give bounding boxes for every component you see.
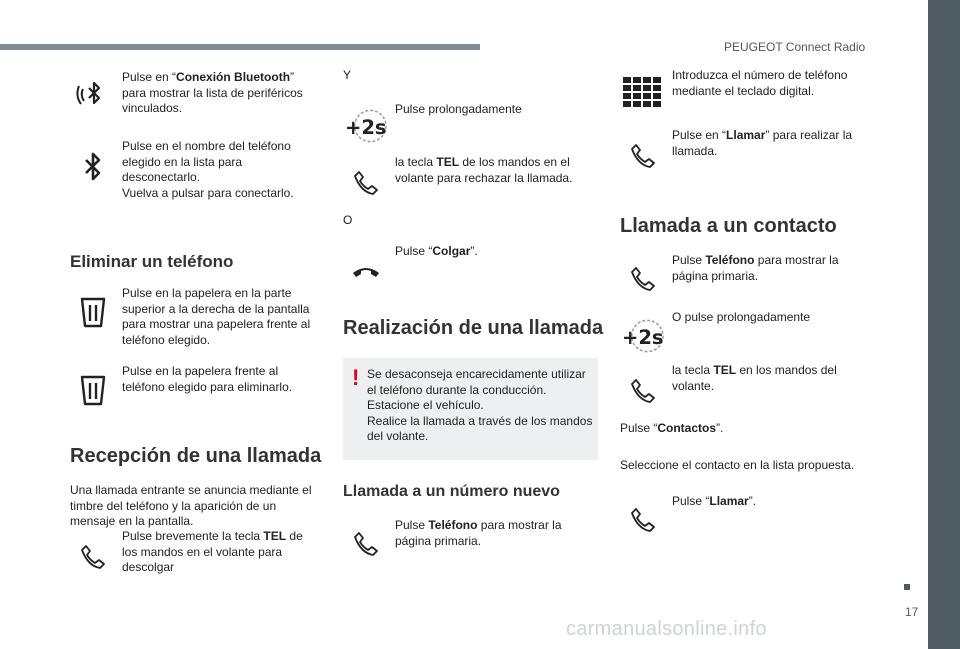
section-marker (904, 584, 910, 590)
trash-icon (70, 370, 115, 410)
page-number: 17 (905, 605, 919, 619)
contact-call-title: Llamada a un contacto (620, 215, 837, 237)
phone-handset-icon (620, 259, 665, 299)
warning-text: Se desaconseja encarecidamente utilizar el teléfono durante la conducción. Estacione el vehículo. Realice la llamada a través de los mandos del volante. (367, 367, 593, 443)
brand-label: PEUGEOT Connect Radio (724, 40, 866, 54)
bluetooth-phone-icon (70, 74, 115, 114)
phone-menu-text: Pulse Teléfono para mostrar la página primaria. (395, 518, 562, 548)
phone-menu-contact-text: Pulse Teléfono para mostrar la página primaria. (672, 253, 839, 283)
or-long-press-text: O pulse prolongadamente (672, 310, 811, 324)
phone-handset-icon (343, 163, 388, 203)
conjunction-y: Y (343, 68, 352, 82)
make-call-title: Realización de una llamada (343, 317, 604, 339)
conjunction-o: O (343, 213, 353, 227)
phone-handset-icon (343, 524, 388, 564)
phone-handset-icon (620, 500, 665, 540)
reject-call-text: la tecla TEL de los mandos en el volante para rechazar la llamada. (395, 155, 573, 185)
long-press-text: Pulse prolongadamente (395, 102, 522, 116)
svg-text:+2s: +2s (344, 115, 387, 139)
phone-handset-icon (620, 371, 665, 411)
new-number-title: Llamada a un número nuevo (343, 483, 560, 500)
watermark: carmanualsonline.info (566, 618, 767, 640)
bluetooth-phone-name-text: Pulse en el nombre del teléfono elegido en la lista para desconectarlo. Vuelva a pulsar para conectarlo. (122, 139, 294, 200)
hang-up-icon (343, 250, 388, 290)
contacts-text: Pulse “Contactos”. (620, 421, 724, 435)
tel-steering-text: la tecla TEL en los mandos del volante. (672, 363, 837, 393)
column-2 (343, 0, 604, 600)
column-1 (70, 0, 320, 600)
long-press-2s-icon (343, 106, 388, 146)
svg-text:+2s: +2s (621, 325, 664, 349)
phone-handset-icon (70, 537, 115, 577)
call-contact-text: Pulse “Llamar”. (672, 494, 757, 508)
trash-icon (70, 292, 115, 332)
receive-call-text: Una llamada entrante se anuncia mediante el timbre del teléfono y la aparición de un mensaje en la pantalla. (70, 483, 312, 528)
select-contact-text: Seleccione el contacto en la lista propuesta. (620, 458, 855, 472)
keypad-icon (620, 72, 665, 112)
column-3 (620, 0, 870, 600)
page-side-band (928, 0, 960, 649)
receive-call-title: Recepción de una llamada (70, 445, 322, 467)
warning-icon: ! (352, 365, 360, 390)
long-press-2s-icon (620, 316, 665, 356)
bluetooth-connection-text: Pulse en “Conexión Bluetooth” para mostrar la lista de periféricos vinculados. (122, 70, 303, 115)
bluetooth-icon (70, 147, 115, 187)
hang-up-text: Pulse “Colgar”. (395, 244, 478, 258)
answer-call-text: Pulse brevemente la tecla TEL de los mandos en el volante para descolgar (122, 529, 303, 574)
warning-box (343, 358, 598, 460)
phone-handset-icon (620, 136, 665, 176)
keypad-text: Introduzca el número de teléfono mediante el teclado digital. (672, 68, 848, 98)
delete-phone-title: Eliminar un teléfono (70, 252, 234, 271)
trash-top-text: Pulse en la papelera en la parte superior a la derecha de la pantalla para mostrar una papelera frente al teléfono elegido. (122, 286, 311, 347)
call-text: Pulse en “Llamar” para realizar la llamada. (672, 128, 853, 158)
trash-front-text: Pulse en la papelera frente al teléfono elegido para eliminarlo. (122, 364, 293, 394)
